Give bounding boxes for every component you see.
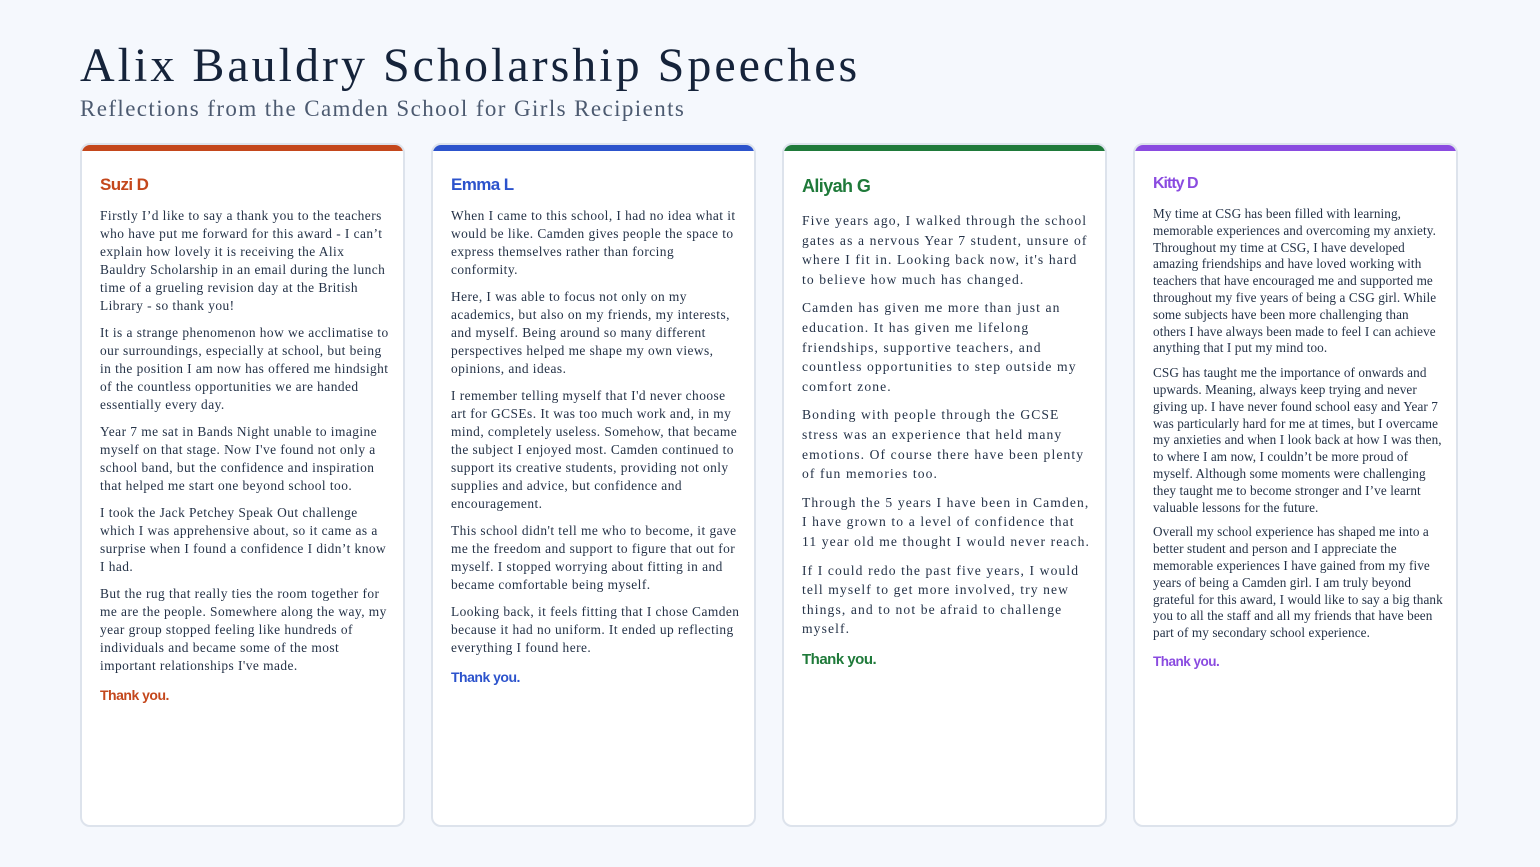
speech-card-emma <box>431 143 756 827</box>
speech-paragraph: Five years ago, I walked through the school gates as a nervous Year 7 student, unsure of where I fit in. Looking back now, it's hard to believe how much has changed. <box>802 213 1088 287</box>
speech-paragraph: I remember telling myself that I'd never choose art for GCSEs. It was too much work and, in my mind, completely useless. Somehow, that became the subject I enjoyed most. Camden continued to support its creative students, providing not only supplies and advice, but confidence and encouragement. <box>451 388 738 511</box>
speech-card-suzi <box>80 143 405 827</box>
speaker-name: Aliyah G <box>802 176 871 196</box>
speech-paragraph: This school didn't tell me who to become, it gave me the freedom and support to figure that out for myself. I stopped worrying about fitting in and became comfortable being myself. <box>451 523 737 592</box>
speech-paragraph: Looking back, it feels fitting that I chose Camden because it had no uniform. It ended up reflecting everything I found here. <box>451 604 740 655</box>
card-accent-bar <box>1135 145 1456 151</box>
speech-body <box>802 211 1092 668</box>
speech-paragraph: Through the 5 years I have been in Camden, I have grown to a level of confidence that 11 year old me thought I would never reach. <box>802 494 1091 549</box>
speech-paragraph: Bonding with people through the GCSE stress was an experience that held many emotions. Of course there have been plenty of fun memories too. <box>802 407 1085 482</box>
speech-paragraph: I took the Jack Petchey Speak Out challenge which I was apprehensive about, so it came as a surprise when I found a confidence I didn’t know I had. <box>100 505 387 574</box>
speech-body <box>451 207 741 685</box>
card-accent-bar <box>784 145 1105 151</box>
speech-paragraph: My time at CSG has been filled with learning, memorable experiences and overcoming my anxiety. Throughout my time at CSG, I have developed amazing friendships and have loved working with teachers that have encouraged me and supported me throughout my five years of being a CSG girl. While some subjects have been more challenging than others I have always been made to feel I can achieve anything that I put my mind too. <box>1153 206 1437 356</box>
speech-paragraph: But the rug that really ties the room together for me are the people. Somewhere along the way, my year group stopped feeling like hundreds of individuals and became some of the most important relationships I've made. <box>100 586 387 673</box>
speech-paragraph: Here, I was able to focus not only on my academics, but also on my friends, my interests, and myself. Being around so many different perspectives helped me shape my own views, opinions, and ideas. <box>451 289 730 376</box>
card-accent-bar <box>433 145 754 151</box>
card-accent-bar <box>82 145 403 151</box>
speech-card-kitty <box>1133 143 1458 827</box>
speech-paragraph: Overall my school experience has shaped me into a better student and person and I appreciate the memorable experiences I have gained from my five years of being a Camden girl. I am truly beyond grateful for this award, I would like to say a big thank you to all the staff and all my friends that have been part of my secondary school experience. <box>1153 524 1443 641</box>
speech-paragraph: CSG has taught me the importance of onwards and upwards. Meaning, always keep trying and never giving up. I have never found school easy and Year 7 was particularly hard for me at times, but I overcame my anxieties and when I look back at how I was then, to where I am now, I couldn’t be more proud of myself. Although some moments were challenging they taught me to become stronger and I’ve learnt valuable lessons for the future. <box>1153 365 1442 515</box>
speech-paragraph: Camden has given me more than just an education. It has given me lifelong friendships, supportive teachers, and countless opportunities to step outside my comfort zone. <box>802 300 1077 394</box>
speech-closing: Thank you. <box>100 687 169 703</box>
speaker-name: Emma L <box>451 175 514 194</box>
page-subtitle: Reflections from the Camden School for Girls Recipients <box>80 96 686 121</box>
speech-closing: Thank you. <box>1153 653 1220 669</box>
speech-paragraph: Year 7 me sat in Bands Night unable to imagine myself on that stage. Now I've found not only a school band, but the confidence and inspiration that helped me start one beyond school too. <box>100 424 378 493</box>
speech-card-aliyah <box>782 143 1107 827</box>
page-title: Alix Bauldry Scholarship Speeches <box>80 39 861 92</box>
speech-paragraph: Firstly I’d like to say a thank you to the teachers who have put me forward for this award - I can’t explain how lovely it is receiving the Alix Bauldry Scholarship in an email during the lunch time of a grueling revision day at the British Library - so thank you! <box>100 208 386 313</box>
speech-paragraph: When I came to this school, I had no idea what it would be like. Camden gives people the space to express themselves rather than forcing conformity. <box>451 208 736 277</box>
speech-paragraph: It is a strange phenomenon how we acclimatise to our surroundings, especially at school, but being in the position I am now has offered me hindsight of the countless opportunities we are handed essentially every day. <box>100 325 389 412</box>
speaker-name: Suzi D <box>100 175 149 194</box>
speech-closing: Thank you. <box>451 669 520 685</box>
speaker-name: Kitty D <box>1153 175 1198 192</box>
speech-closing: Thank you. <box>802 650 877 668</box>
speech-paragraph: If I could redo the past five years, I would tell myself to get more involved, try new things, and to not be afraid to challenge myself. <box>802 562 1080 637</box>
speech-body <box>1153 206 1443 669</box>
speech-body <box>100 207 390 703</box>
